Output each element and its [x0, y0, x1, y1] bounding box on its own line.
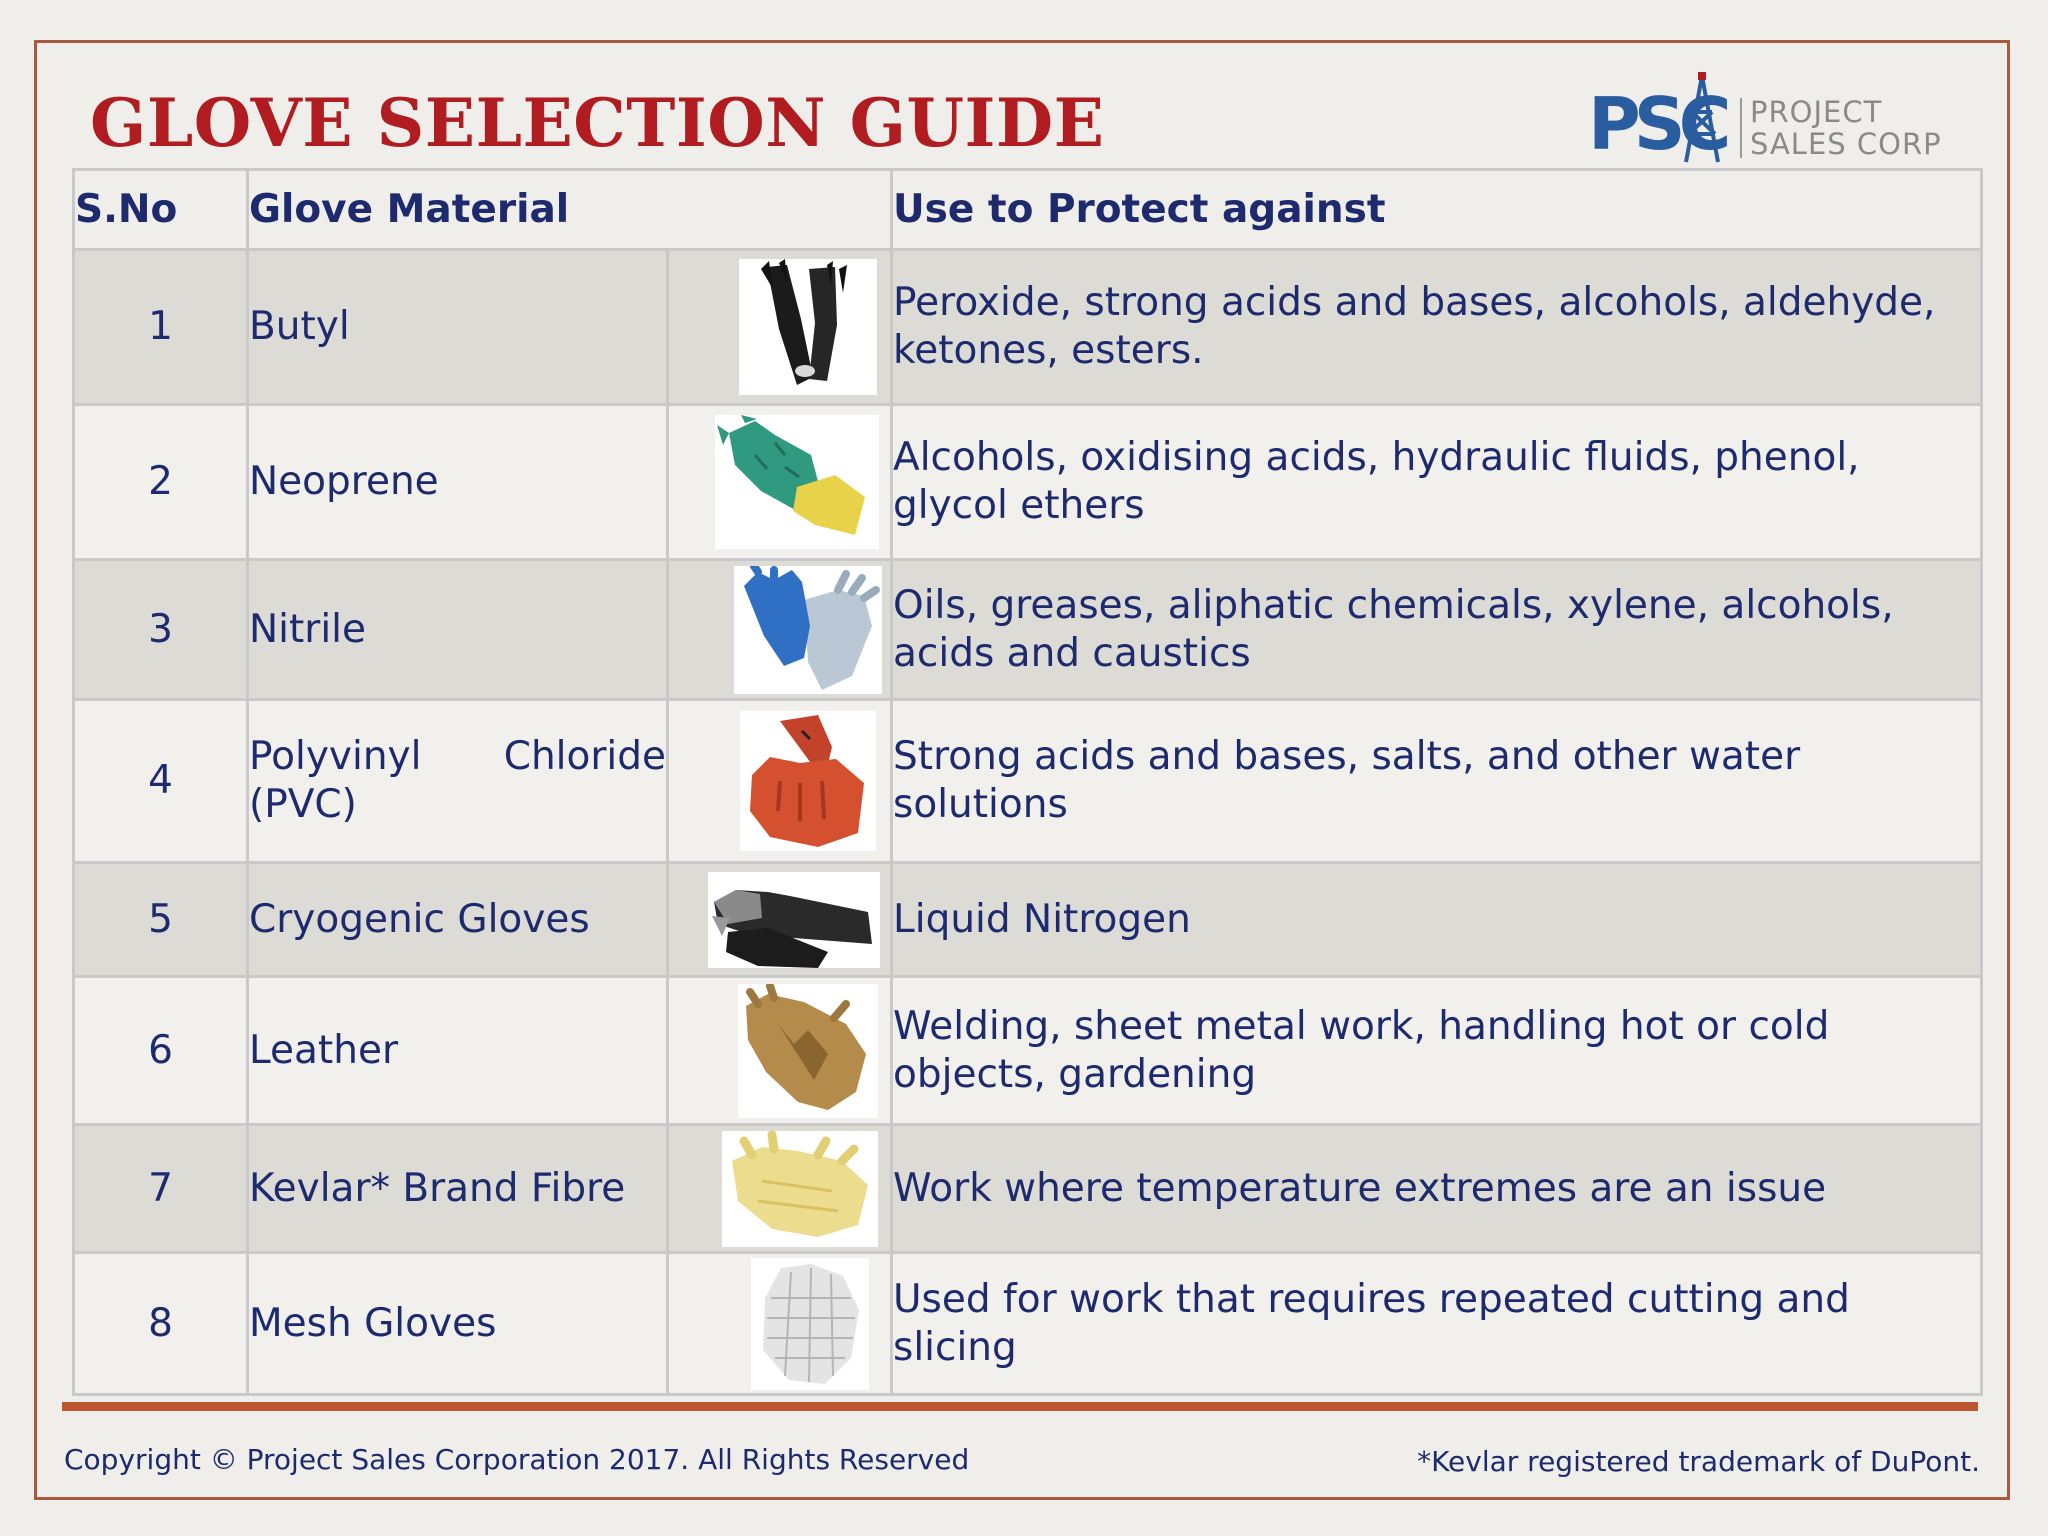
- row-image-cell: [668, 863, 892, 977]
- yellow-kevlar-knit-gloves-image: [722, 1131, 878, 1247]
- orange-pvc-gloves-image: [740, 711, 876, 851]
- row-use: Oils, greases, aliphatic chemicals, xylene, alcohols, acids and caustics: [892, 560, 1982, 700]
- row-sno: 5: [74, 863, 248, 977]
- logo-line-2: SALES CORP: [1750, 127, 1942, 161]
- table-row: [74, 863, 1982, 977]
- header-glove-material: Glove Material: [248, 170, 892, 250]
- row-use: Alcohols, oxidising acids, hydraulic fluids, phenol, glycol ethers: [892, 405, 1982, 560]
- header-use: Use to Protect against: [892, 170, 1982, 250]
- table-row: [74, 405, 1982, 560]
- row-sno: 2: [74, 405, 248, 560]
- row-material: Nitrile: [248, 560, 668, 700]
- logo-line-1: PROJECT: [1750, 95, 1883, 129]
- row-sno: 8: [74, 1253, 248, 1395]
- table-row: [74, 1125, 1982, 1253]
- psc-logo: [1588, 72, 1983, 167]
- page-title: GLOVE SELECTION GUIDE: [90, 84, 1105, 162]
- glove-selection-table: [72, 168, 1983, 1396]
- row-use: Used for work that requires repeated cutting and slicing: [892, 1253, 1982, 1395]
- row-image-cell: [668, 250, 892, 405]
- black-cryogenic-gloves-image: [708, 872, 880, 968]
- tan-leather-gloves-image: [738, 984, 878, 1118]
- row-material: Butyl: [248, 250, 668, 405]
- row-use: Strong acids and bases, salts, and other water solutions: [892, 700, 1982, 863]
- oil-derrick-icon: [1680, 72, 1724, 164]
- table-header-row: [74, 170, 1982, 250]
- table-row: [74, 560, 1982, 700]
- copyright-text: Copyright © Project Sales Corporation 2017. All Rights Reserved: [64, 1443, 970, 1476]
- row-use: Welding, sheet metal work, handling hot or cold objects, gardening: [892, 977, 1982, 1125]
- row-sno: 7: [74, 1125, 248, 1253]
- table-row: [74, 1253, 1982, 1395]
- footer-rule: [62, 1402, 1978, 1411]
- row-material: Mesh Gloves: [248, 1253, 668, 1395]
- row-image-cell: [668, 700, 892, 863]
- row-material: Neoprene: [248, 405, 668, 560]
- logo-mark: PSC: [1588, 82, 1725, 166]
- row-sno: 1: [74, 250, 248, 405]
- row-use: Work where temperature extremes are an issue: [892, 1125, 1982, 1253]
- row-image-cell: [668, 1253, 892, 1395]
- table-row: [74, 700, 1982, 863]
- logo-wordmark: [1750, 96, 1942, 160]
- logo-divider: [1740, 98, 1742, 158]
- row-image-cell: [668, 405, 892, 560]
- table-row: [74, 250, 1982, 405]
- header-sno: S.No: [74, 170, 248, 250]
- row-sno: 6: [74, 977, 248, 1125]
- row-sno: 4: [74, 700, 248, 863]
- row-material: Cryogenic Gloves: [248, 863, 668, 977]
- row-image-cell: [668, 560, 892, 700]
- row-sno: 3: [74, 560, 248, 700]
- row-image-cell: [668, 977, 892, 1125]
- row-use: Liquid Nitrogen: [892, 863, 1982, 977]
- row-image-cell: [668, 1125, 892, 1253]
- green-yellow-neoprene-glove-image: [715, 415, 879, 549]
- blue-nitrile-coated-gloves-image: [734, 566, 882, 694]
- row-material: Polyvinyl Chloride (PVC): [248, 700, 668, 863]
- row-material: Leather: [248, 977, 668, 1125]
- row-use: Peroxide, strong acids and bases, alcohols, aldehyde, ketones, esters.: [892, 250, 1982, 405]
- table-row: [74, 977, 1982, 1125]
- trademark-note: *Kevlar registered trademark of DuPont.: [1417, 1445, 1980, 1478]
- white-mesh-gloves-image: [751, 1258, 869, 1390]
- black-butyl-gloves-image: [739, 259, 877, 395]
- row-material: Kevlar* Brand Fibre: [248, 1125, 668, 1253]
